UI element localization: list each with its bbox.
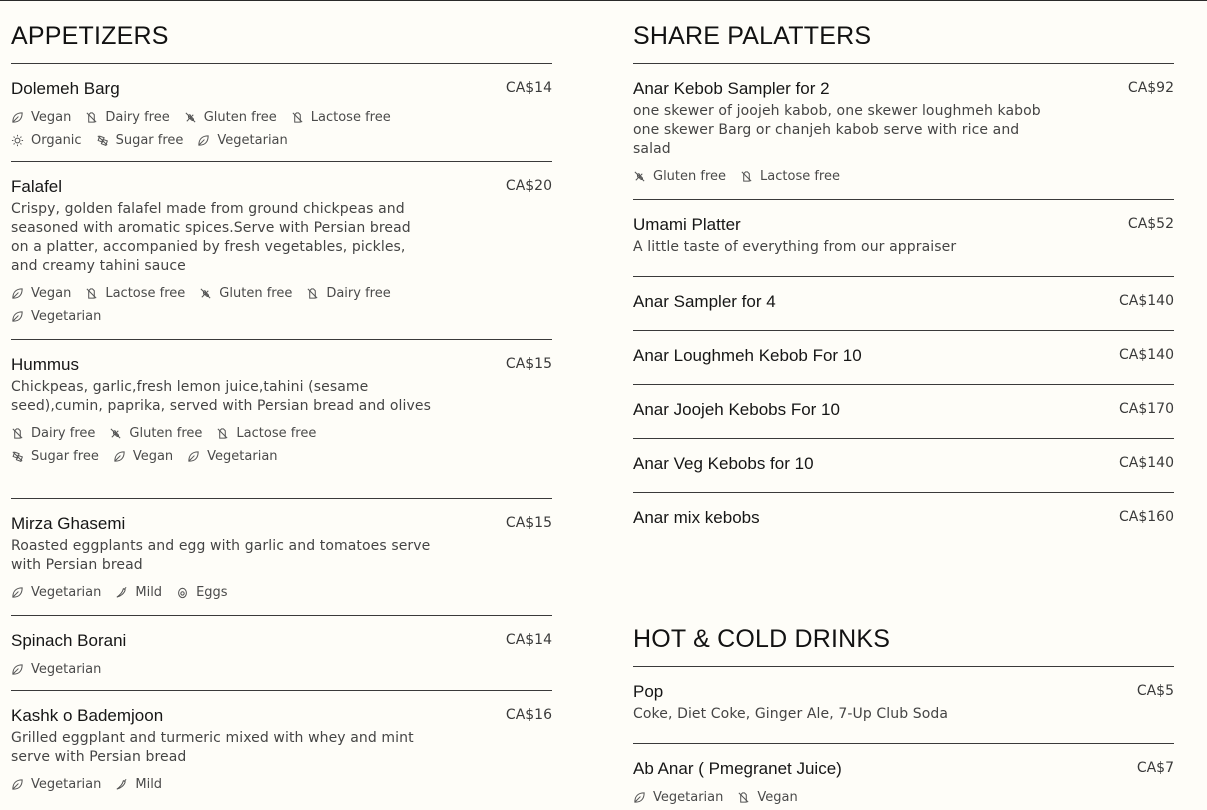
item-header: [633, 453, 1174, 475]
item-name: Falafel: [11, 177, 63, 196]
item-price: CA$14: [505, 632, 552, 648]
dietary-tag: [216, 422, 316, 445]
dietary-tag: [11, 106, 71, 129]
no-dairy-icon: [216, 427, 229, 440]
dietary-tag: [11, 282, 71, 305]
menu-item-mirza-ghasemi[interactable]: [11, 498, 552, 615]
dietary-tag-label: Vegetarian: [653, 790, 724, 805]
item-name: Kashk o Bademjoon: [11, 706, 164, 725]
item-header: [633, 214, 1174, 236]
no-dairy-icon: [85, 111, 98, 124]
dietary-tag: [109, 422, 202, 445]
dietary-tags: [633, 165, 1053, 188]
item-header: [633, 345, 1174, 367]
item-description: Crispy, golden falafel made from ground chickpeas and seasoned with aromatic spices.Serve with Persian bread on a platter, accompanied by fresh vegetables, pickles, and creamy tahini sauce: [11, 201, 411, 274]
dietary-tags: [11, 658, 431, 681]
dietary-tag-label: Sugar free: [115, 133, 184, 148]
no-dairy-icon: [740, 170, 753, 183]
dietary-tag: [113, 445, 173, 468]
item-header: [633, 758, 1174, 780]
item-name: Ab Anar ( Pmegranet Juice): [633, 759, 842, 778]
dietary-tag-label: Dairy free: [31, 426, 96, 441]
pepper-icon: [115, 778, 128, 791]
menu-item-umami-platter[interactable]: [633, 199, 1174, 276]
dietary-tags: [11, 106, 431, 152]
item-name: Anar mix kebobs: [633, 508, 760, 527]
item-price: CA$52: [1127, 216, 1174, 232]
leaf-icon: [633, 791, 646, 804]
leaf-icon: [113, 450, 126, 463]
item-price: CA$140: [1119, 347, 1174, 363]
no-dairy-icon: [306, 287, 319, 300]
no-gluten-icon: [633, 170, 646, 183]
item-price: CA$170: [1119, 401, 1174, 417]
item-name: Anar Kebob Sampler for 2: [633, 79, 830, 98]
item-description: Chickpeas, garlic,fresh lemon juice,tahini (sesame seed),cumin, paprika, served with Persian bread and olives: [11, 379, 431, 414]
item-header: [633, 507, 1174, 529]
no-gluten-icon: [109, 427, 122, 440]
item-price: CA$5: [1136, 683, 1174, 699]
item-name: Umami Platter: [633, 215, 741, 234]
sun-icon: [11, 134, 24, 147]
item-header: [11, 78, 552, 100]
dietary-tag-label: Gluten free: [203, 110, 277, 125]
section-title-platters: SHARE PALATTERS: [633, 22, 872, 50]
menu-item-ab-anar-pmegranet-juice[interactable]: [633, 743, 1174, 803]
dietary-tag: [11, 422, 95, 445]
item-description: Roasted eggplants and egg with garlic and tomatoes serve with Persian bread: [11, 538, 431, 573]
leaf-icon: [197, 134, 210, 147]
no-gluten-icon: [199, 287, 212, 300]
section-title-drinks: HOT & COLD DRINKS: [633, 625, 891, 653]
leaf-icon: [11, 287, 24, 300]
dietary-tag: [306, 282, 390, 305]
dietary-tag-label: Sugar free: [31, 449, 99, 464]
item-header: [633, 681, 1174, 703]
dietary-tag-label: Lactose free: [310, 110, 391, 125]
menu-item-pop[interactable]: [633, 666, 1174, 743]
menu-item-dolemeh-barg[interactable]: [11, 63, 552, 161]
item-header: [11, 705, 552, 727]
item-price: CA$92: [1127, 80, 1174, 96]
item-name: Anar Veg Kebobs for 10: [633, 454, 814, 473]
dietary-tag-label: Vegetarian: [31, 585, 102, 600]
dietary-tag: [633, 786, 723, 809]
dietary-tag: [85, 106, 169, 129]
item-name: Pop: [633, 682, 664, 701]
dietary-tag-label: Eggs: [196, 585, 228, 600]
dietary-tag-label: Organic: [31, 133, 82, 148]
dietary-tag-label: Gluten free: [219, 286, 293, 301]
egg-icon: [176, 586, 189, 599]
menu-item-anar-sampler-for-4[interactable]: [633, 276, 1174, 330]
dietary-tag-label: Vegetarian: [31, 309, 102, 324]
dietary-tags: [11, 422, 431, 468]
item-price: CA$15: [505, 515, 552, 531]
dietary-tag: [176, 581, 228, 604]
dietary-tag-label: Dairy free: [105, 110, 170, 125]
no-dairy-icon: [737, 791, 750, 804]
item-header: [633, 291, 1174, 313]
item-price: CA$140: [1119, 293, 1174, 309]
dietary-tag-label: Vegetarian: [207, 449, 278, 464]
leaf-icon: [11, 778, 24, 791]
dietary-tag-label: Mild: [135, 585, 163, 600]
item-header: [11, 513, 552, 535]
dietary-tag: [740, 165, 840, 188]
dietary-tag: [11, 658, 101, 681]
leaf-icon: [11, 586, 24, 599]
item-header: [11, 176, 552, 198]
dietary-tag-label: Vegan: [31, 110, 72, 125]
no-dairy-icon: [11, 427, 24, 440]
item-header: [11, 630, 552, 652]
item-description: Coke, Diet Coke, Ginger Ale, 7-Up Club Soda: [633, 706, 949, 722]
menu-item-anar-mix-kebobs[interactable]: [633, 492, 1174, 546]
item-description: Grilled eggplant and turmeric mixed with whey and mint serve with Persian bread: [11, 730, 414, 765]
item-price: CA$16: [505, 707, 552, 723]
dietary-tag-label: Vegan: [31, 286, 72, 301]
item-name: Dolemeh Barg: [11, 79, 120, 98]
leaf-icon: [187, 450, 200, 463]
no-sugar-icon: [96, 134, 109, 147]
dietary-tag-label: Vegan: [757, 790, 798, 805]
dietary-tag: [11, 305, 101, 328]
item-price: CA$160: [1119, 509, 1174, 525]
dietary-tags: [11, 773, 431, 796]
dietary-tag: [85, 282, 185, 305]
leaf-icon: [11, 310, 24, 323]
dietary-tag: [11, 773, 101, 796]
item-name: Anar Sampler for 4: [633, 292, 776, 311]
section-title-appetizers: APPETIZERS: [11, 22, 169, 50]
menu-item-hummus[interactable]: [11, 339, 552, 498]
item-price: CA$20: [505, 178, 552, 194]
dietary-tag-label: Lactose free: [105, 286, 186, 301]
dietary-tag: [184, 106, 277, 129]
dietary-tag: [197, 129, 287, 152]
no-dairy-icon: [291, 111, 304, 124]
leaf-icon: [11, 663, 24, 676]
dietary-tag-label: Mild: [135, 777, 163, 792]
item-name: Mirza Ghasemi: [11, 514, 126, 533]
dietary-tag-label: Vegan: [132, 449, 174, 464]
platters-list: [633, 63, 1174, 546]
item-name: Anar Joojeh Kebobs For 10: [633, 400, 840, 419]
item-header: [633, 399, 1174, 421]
item-name: Anar Loughmeh Kebob For 10: [633, 346, 862, 365]
item-header: [633, 78, 1174, 100]
menu-item-anar-joojeh-kebobs-for-10[interactable]: [633, 384, 1174, 438]
right-column: [633, 1, 1174, 803]
dietary-tag: [633, 165, 726, 188]
item-price: CA$15: [505, 356, 552, 372]
menu-item-spinach-borani[interactable]: [11, 615, 552, 690]
pepper-icon: [115, 586, 128, 599]
dietary-tag: [199, 282, 292, 305]
item-description: one skewer of joojeh kabob, one skewer loughmeh kabob one skewer Barg or chanjeh kabob serve with rice and salad: [633, 103, 1041, 157]
item-description: A little taste of everything from our appraiser: [633, 239, 957, 255]
no-sugar-icon: [11, 450, 24, 463]
dietary-tag: [11, 581, 101, 604]
dietary-tag: [291, 106, 391, 129]
dietary-tag-label: Lactose free: [760, 169, 840, 184]
appetizers-list: [11, 63, 552, 810]
item-price: CA$14: [505, 80, 552, 96]
item-price: CA$140: [1119, 455, 1174, 471]
dietary-tags: [633, 786, 1053, 809]
dietary-tag-label: Dairy free: [326, 286, 391, 301]
appetizers-column: [11, 1, 552, 810]
dietary-tag: [187, 445, 277, 468]
dietary-tag-label: Lactose free: [236, 426, 317, 441]
item-header: [11, 354, 552, 376]
dietary-tag: [115, 773, 162, 796]
dietary-tag-label: Vegetarian: [217, 133, 288, 148]
dietary-tag: [11, 129, 82, 152]
item-name: Spinach Borani: [11, 631, 127, 650]
drinks-list: [633, 666, 1174, 803]
menu-item-falafel[interactable]: [11, 161, 552, 339]
dietary-tag-label: Vegetarian: [31, 662, 102, 677]
menu-item-anar-kebob-sampler-for-2[interactable]: [633, 63, 1174, 199]
dietary-tag-label: Gluten free: [129, 426, 203, 441]
dietary-tag: [737, 786, 797, 809]
dietary-tag-label: Vegetarian: [31, 777, 102, 792]
dietary-tags: [11, 282, 431, 328]
dietary-tag-label: Gluten free: [653, 169, 727, 184]
dietary-tag: [96, 129, 184, 152]
menu-item-kashk-o-bademjoon[interactable]: [11, 690, 552, 810]
no-dairy-icon: [85, 287, 98, 300]
menu-item-anar-loughmeh-kebob-for-10[interactable]: [633, 330, 1174, 384]
leaf-icon: [11, 111, 24, 124]
dietary-tag: [11, 445, 99, 468]
dietary-tags: [11, 581, 431, 604]
menu-item-anar-veg-kebobs-for-10[interactable]: [633, 438, 1174, 492]
dietary-tag: [115, 581, 162, 604]
item-price: CA$7: [1136, 760, 1174, 776]
item-name: Hummus: [11, 355, 80, 374]
no-gluten-icon: [184, 111, 197, 124]
